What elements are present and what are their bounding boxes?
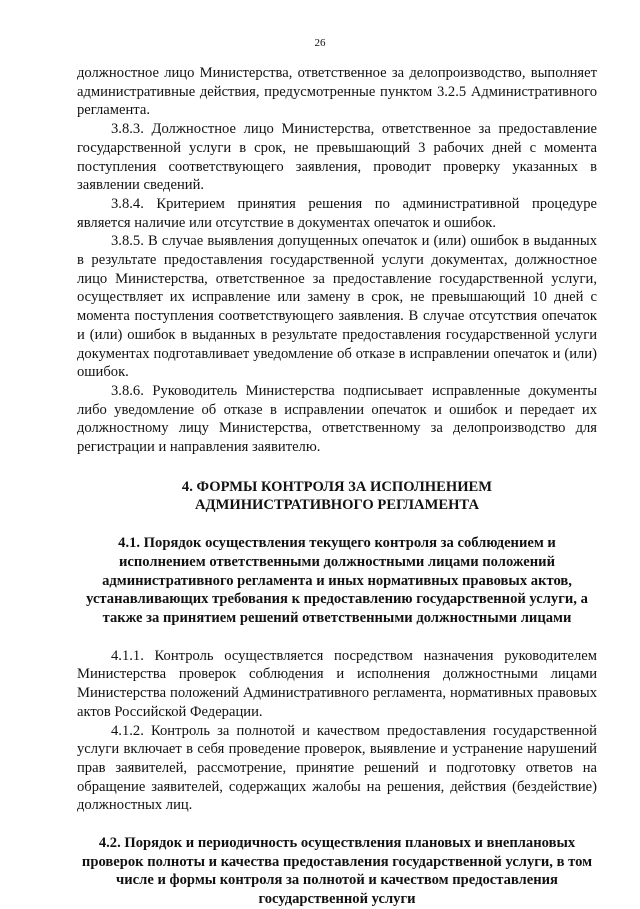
- paragraph-3-8-6: 3.8.6. Руководитель Министерства подписывает исправленные документы либо уведомление об отказе в исправлении опечаток и ошибок и передает их должностному лицу Министерства, ответственному за делопроизводство для регистрации и направления заявителю.: [77, 382, 597, 456]
- paragraph-3-8-3: 3.8.3. Должностное лицо Министерства, ответственное за предоставление государственной услуги в срок, не превышающий 3 рабочих дней с момента поступления соответствующего заявления, проводит проверку указанных в заявлении сведений.: [77, 121, 597, 194]
- page-number: 26: [314, 37, 326, 49]
- section-4-1-heading: 4.1. Порядок осуществления текущего контроля за соблюдением и исполнением ответственными должностными лицами положений административного регламента и иных нормативных правовых актов, устанавливающих требования к предоставлению государственной услуги, а также за принятием решений ответственными должностными лицами: [86, 535, 588, 626]
- paragraph-3-8-5: 3.8.5. В случае выявления допущенных опечаток и (или) ошибок в выданных в результате предоставления государственной услуги документах, должностное лицо Министерства, ответственное за предоставление государственной услуги, осуществляет их исправление или замену в срок, не превышающий 10 дней с момента поступления соответствующего заявления. В случае отсутствия опечаток и (или) ошибок в выданных в результате предоставления государственной услуги документах подготавливает уведомление об отказе в исправлении опечаток и (или) ошибок.: [77, 233, 597, 381]
- document-body: [77, 64, 597, 909]
- paragraph-3-8-4: 3.8.4. Критерием принятия решения по административной процедуре является наличие или отсутствие в документах опечаток и ошибок.: [77, 195, 597, 231]
- paragraph-continuation: должностное лицо Министерства, ответственное за делопроизводство, выполняет административные действия, предусмотренные пунктом 3.2.5 Административного регламента.: [77, 65, 597, 119]
- paragraph-4-1-1: 4.1.1. Контроль осуществляется посредством назначения руководителем Министерства проверок соблюдения и исполнения должностными лицами Министерства положений Административного регламента, нормативных правовых актов Российской Федерации.: [77, 647, 597, 720]
- paragraph-4-1-2: 4.1.2. Контроль за полнотой и качеством предоставления государственной услуги включает в себя проведение проверок, выявление и устранение нарушений прав заявителей, рассмотрение, принятие решений и подготовку ответов на обращение заявителей, содержащих жалобы на решения, действия (бездействие) должностных лиц.: [77, 722, 597, 814]
- section-4-2-heading: 4.2. Порядок и периодичность осуществления плановых и внеплановых проверок полноты и качества предоставления государственной услуги, в том числе и формы контроля за полнотой и качеством предоставления государственной услуги: [81, 835, 593, 908]
- section-4-title-line1: 4. ФОРМЫ КОНТРОЛЯ ЗА ИСПОЛНЕНИЕМ: [181, 478, 493, 495]
- section-4-title-line2: АДМИНИСТРАТИВНОГО РЕГЛАМЕНТА: [195, 497, 479, 514]
- section-4-heading: [77, 478, 597, 515]
